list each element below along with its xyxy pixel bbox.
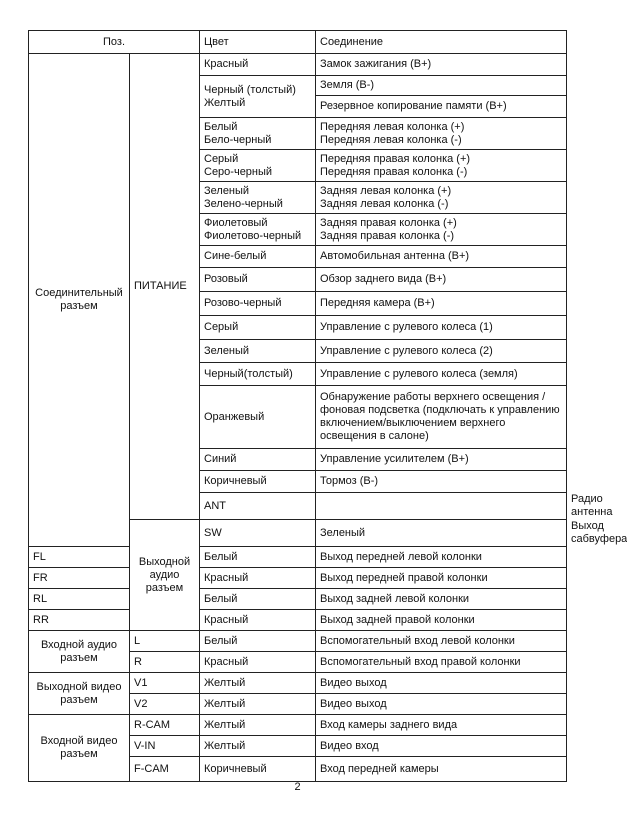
color-line: Бело-черный	[204, 133, 272, 146]
connection-line: Передняя правая колонка (-)	[320, 165, 468, 178]
connection-line: Передняя левая колонка (-)	[320, 133, 462, 146]
color-line: Серый	[204, 152, 239, 165]
sub-l: L	[130, 631, 200, 652]
color-line: Черный (толстый)	[204, 83, 296, 96]
color-cell: Сине-белый	[200, 246, 316, 268]
color-cell: Желтый	[200, 694, 316, 715]
connection-cell: Вход передней камеры	[316, 757, 567, 782]
color-line: Фиолетовый	[204, 216, 268, 229]
connection-cell: Видео выход	[316, 673, 567, 694]
sub-v1: V1	[130, 673, 200, 694]
sub-power: ПИТАНИЕ	[130, 54, 200, 520]
group-video-out: Выходной видео разъем	[29, 673, 130, 715]
color-line: Желтый	[204, 96, 246, 109]
table-row	[29, 631, 567, 652]
table-row	[29, 589, 567, 610]
color-cell: Серый	[200, 316, 316, 340]
color-line: Серо-черный	[204, 165, 273, 178]
connection-cell: Видео вход	[316, 736, 567, 757]
connection-cell: Земля (B-)	[316, 76, 567, 96]
sub-vin: V-IN	[130, 736, 200, 757]
sub-fcam: F-CAM	[130, 757, 200, 782]
connection-cell: Видео выход	[316, 694, 567, 715]
table-row	[29, 610, 567, 631]
table-row: Выходной аудио разъем SW Зеленый Выход сабвуфера	[29, 520, 567, 547]
connection-cell: Управление с рулевого колеса (1)	[316, 316, 567, 340]
sub-rr: RR	[29, 610, 130, 631]
sub-rl: RL	[29, 589, 130, 610]
table-row	[29, 715, 567, 736]
connection-cell: Обнаружение работы верхнего освещения / фоновая подсветка (подключать к управлению включением/выключением верхнего освещения в салоне)	[316, 386, 567, 449]
connection-cell: Резервное копирование памяти (B+)	[316, 96, 567, 118]
group-audio-in: Входной аудио разъем	[29, 631, 130, 673]
connection-cell: Выход передней левой колонки	[316, 547, 567, 568]
sub-fr: FR	[29, 568, 130, 589]
color-cell	[200, 182, 316, 214]
connection-cell: Выход передней правой колонки	[316, 568, 567, 589]
connection-line: Задняя левая колонка (-)	[320, 197, 449, 210]
table-row	[29, 54, 567, 76]
table-row	[29, 568, 567, 589]
color-cell: Розовый	[200, 268, 316, 292]
connection-cell: Тормоз (B-)	[316, 471, 567, 493]
sub-r: R	[130, 652, 200, 673]
connection-cell: Управление с рулевого колеса (2)	[316, 340, 567, 363]
color-line: Фиолетово-черный	[204, 229, 302, 242]
header-connection: Соединение	[316, 31, 567, 54]
sub-v2: V2	[130, 694, 200, 715]
color-cell: Зеленый	[316, 520, 567, 547]
color-cell: Оранжевый	[200, 386, 316, 449]
connection-cell	[316, 214, 567, 246]
table-row	[29, 673, 567, 694]
connection-cell: Автомобильная антенна (B+)	[316, 246, 567, 268]
connection-line: Передняя левая колонка (+)	[320, 120, 465, 133]
color-cell: Черный(толстый)	[200, 363, 316, 386]
group-video-in: Входной видео разъем	[29, 715, 130, 782]
color-cell: Розово-черный	[200, 292, 316, 316]
table-row: ANT Радио антенна	[29, 493, 567, 520]
sub-fl: FL	[29, 547, 130, 568]
color-cell: Зеленый	[200, 340, 316, 363]
connection-cell: Выход задней левой колонки	[316, 589, 567, 610]
color-cell: Белый	[200, 589, 316, 610]
header-pos: Поз.	[29, 31, 200, 54]
connection-cell: Обзор заднего вида (B+)	[316, 268, 567, 292]
color-cell: Коричневый	[200, 471, 316, 493]
group-audio-out: Выходной аудио разъем	[130, 520, 200, 631]
color-cell	[200, 76, 316, 118]
color-cell	[200, 150, 316, 182]
connection-cell: Вспомогательный вход левой колонки	[316, 631, 567, 652]
connection-cell: Выход задней правой колонки	[316, 610, 567, 631]
connection-line: Задняя левая колонка (+)	[320, 184, 452, 197]
connection-cell: Передняя камера (B+)	[316, 292, 567, 316]
color-line: Зеленый	[204, 184, 250, 197]
connection-cell: Управление усилителем (B+)	[316, 449, 567, 471]
connection-cell	[316, 150, 567, 182]
color-line: Белый	[204, 120, 238, 133]
connection-cell: Замок зажигания (B+)	[316, 54, 567, 76]
connection-line: Задняя правая колонка (+)	[320, 216, 457, 229]
color-cell: Белый	[200, 547, 316, 568]
color-cell: Желтый	[200, 715, 316, 736]
sub-ant: ANT	[200, 493, 316, 520]
color-cell	[316, 493, 567, 520]
connection-line: Передняя правая колонка (+)	[320, 152, 471, 165]
connection-cell	[316, 118, 567, 150]
connection-line: Задняя правая колонка (-)	[320, 229, 455, 242]
color-cell	[200, 118, 316, 150]
table-header-row	[29, 31, 567, 54]
sub-rcam: R-CAM	[130, 715, 200, 736]
color-cell: Коричневый	[200, 757, 316, 782]
color-line: Зелено-черный	[204, 197, 283, 210]
color-cell: Белый	[200, 631, 316, 652]
connection-cell	[316, 182, 567, 214]
wiring-table	[28, 30, 627, 782]
group-connector: Соединительный разъем	[29, 54, 130, 547]
color-cell: Синий	[200, 449, 316, 471]
sub-sw: SW	[200, 520, 316, 547]
connection-cell: Управление с рулевого колеса (земля)	[316, 363, 567, 386]
color-cell: Красный	[200, 610, 316, 631]
header-color: Цвет	[200, 31, 316, 54]
color-cell: Красный	[200, 652, 316, 673]
color-cell	[200, 214, 316, 246]
color-cell: Желтый	[200, 673, 316, 694]
connection-cell: Вход камеры заднего вида	[316, 715, 567, 736]
color-cell: Красный	[200, 568, 316, 589]
page-number: 2	[294, 781, 301, 793]
color-cell: Желтый	[200, 736, 316, 757]
table-row	[29, 547, 567, 568]
color-cell: Красный	[200, 54, 316, 76]
connection-cell: Вспомогательный вход правой колонки	[316, 652, 567, 673]
